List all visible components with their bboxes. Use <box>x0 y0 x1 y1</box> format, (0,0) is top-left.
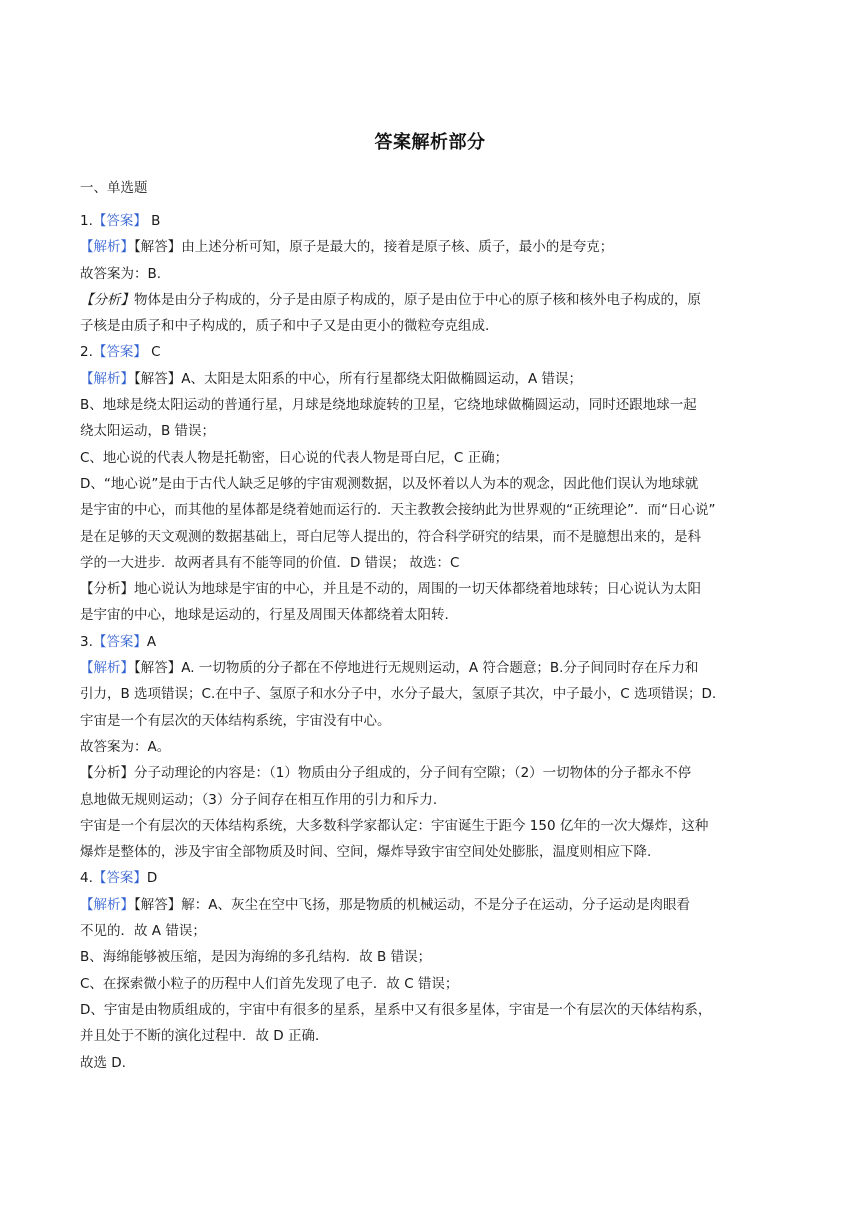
q4-line: 并且处于不断的演化过程中．故 D 正确． <box>80 1028 329 1045</box>
q2-answer-line <box>80 339 780 365</box>
q2-line: B、地球是绕太阳运动的普通行星，月球是绕地球旋转的卫星，它绕地球做椭圆运动，同时还跟地球一起 <box>80 397 697 414</box>
q1-answer-line <box>80 208 780 234</box>
q2-line: 绕太阳运动，B 错误； <box>80 423 216 440</box>
q3-analysis-line: 【分析】分子动理论的内容是：（1）物质由分子组成的，分子间有空隙；（2）一切物体的分子都永不停 <box>80 765 692 782</box>
q3-line: 宇宙是一个有层次的天体结构系统，宇宙没有中心。 <box>80 712 391 729</box>
q4-line: D、宇宙是由物质组成的，宇宙中有很多的星系，星系中又有很多星体，宇宙是一个有层次的天体结构系， <box>80 1001 712 1018</box>
q1-answer-value: B <box>146 213 161 229</box>
q2-line: 是在足够的天文观测的数据基础上，哥白尼等人提出的，符合科学研究的结果，而不是臆想出来的，是科 <box>80 528 701 545</box>
q3-explain-line: 【解析】【解答】A. 一切物质的分子都在不停地进行无规则运动，A 符合题意；B.分子间同时存在斥力和 <box>80 660 699 677</box>
q3-line: 息地做无规则运动；（3）分子间存在相互作用的引力和斥力. <box>80 791 438 808</box>
q2-explain-label: 【解析】 <box>80 370 134 387</box>
q3-answer-value: A <box>146 633 157 650</box>
q3-line: 引力，B 选项错误；C.在中子、氢原子和水分子中，水分子最大，氢原子其次，中子最小，C 选项错误；D. <box>80 686 717 703</box>
q3-line: 爆炸是整体的，涉及宇宙全部物质及时间、空间，爆炸导致宇宙空间处处膨胀，温度则相应下降. <box>80 844 652 861</box>
q2-answer-value: C <box>146 344 161 361</box>
answer-content <box>80 208 780 1076</box>
q1-explain-line: 【解析】【解答】由上述分析可知，原子是最大的，接着是原子核、质子，最小的是夸克； <box>80 239 614 256</box>
q2-number: 2. <box>80 344 93 361</box>
q2-line: 是宇宙的中心，地球是运动的，行星及周围天体都绕着太阳转. <box>80 607 449 624</box>
q4-line: C、在探索微小粒子的历程中人们首先发现了电子．故 C 错误； <box>80 975 459 992</box>
q1-analysis-label: 【分析】 <box>80 291 134 308</box>
q4-answer-label: 【答案】 <box>92 870 147 887</box>
q4-line: B、海绵能够被压缩，是因为海绵的多孔结构．故 B 错误； <box>80 949 432 966</box>
q1-line: 故答案为：B. <box>80 265 162 282</box>
q3-answer-label: 【答案】 <box>92 633 147 650</box>
q2-answer-label: 【答案】 <box>92 344 147 361</box>
q2-line: D、“地心说”是由于古代人缺乏足够的宇宙观测数据，以及怀着以人为本的观念，因此他们误认为地球就 <box>80 475 699 492</box>
q1-answer-label: 【答案】 <box>92 213 147 229</box>
q1-analysis-line: 【分析】物体是由分子构成的，分子是由原子构成的，原子是由位于中心的原子核和核外电子构成的，原 <box>80 291 701 308</box>
q1-line: 子核是由质子和中子构成的，质子和中子又是由更小的微粒夸克组成. <box>80 318 490 335</box>
q3-answer-line <box>80 629 780 655</box>
q3-explain-label: 【解析】 <box>80 660 134 677</box>
q2-line: 学的一大进步．故两者具有不能等同的价值．D 错误； 故选：C <box>80 554 460 571</box>
q4-number: 4. <box>80 870 93 887</box>
q4-line: 不见的．故 A 错误； <box>80 923 206 940</box>
q4-line: 故选 D. <box>80 1054 126 1071</box>
q2-line: 是宇宙的中心，而其他的星体都是绕着她而运行的．天主教教会接纳此为世界观的“正统理论”．而“日心说” <box>80 502 716 519</box>
q3-line: 宇宙是一个有层次的天体结构系统，大多数科学家都认定：宇宙诞生于距今 150 亿年的一次大爆炸，这种 <box>80 817 709 834</box>
q3-number: 3. <box>80 633 93 650</box>
q2-explain-line: 【解析】【解答】A、太阳是太阳系的中心，所有行星都绕太阳做椭圆运动，A 错误； <box>80 370 583 387</box>
q2-line: C、地心说的代表人物是托勒密，日心说的代表人物是哥白尼，C 正确； <box>80 449 509 466</box>
section-heading: 一、单选题 <box>80 180 148 196</box>
q4-answer-line <box>80 865 780 891</box>
q2-analysis-line: 【分析】地心说认为地球是宇宙的中心，并且是不动的，周围的一切天体都绕着地球转；日心说认为太阳 <box>80 581 701 598</box>
page-title: 答案解析部分 <box>374 132 486 153</box>
q4-answer-value: D <box>146 870 158 887</box>
q4-explain-label: 【解析】 <box>80 896 134 913</box>
q1-number: 1. <box>80 213 93 229</box>
q3-line: 故答案为：A。 <box>80 738 171 755</box>
q4-explain-line: 【解析】【解答】解：A、灰尘在空中飞扬，那是物质的机械运动，不是分子在运动，分子运动是肉眼看 <box>80 896 690 913</box>
q1-explain-label: 【解析】 <box>80 239 134 256</box>
